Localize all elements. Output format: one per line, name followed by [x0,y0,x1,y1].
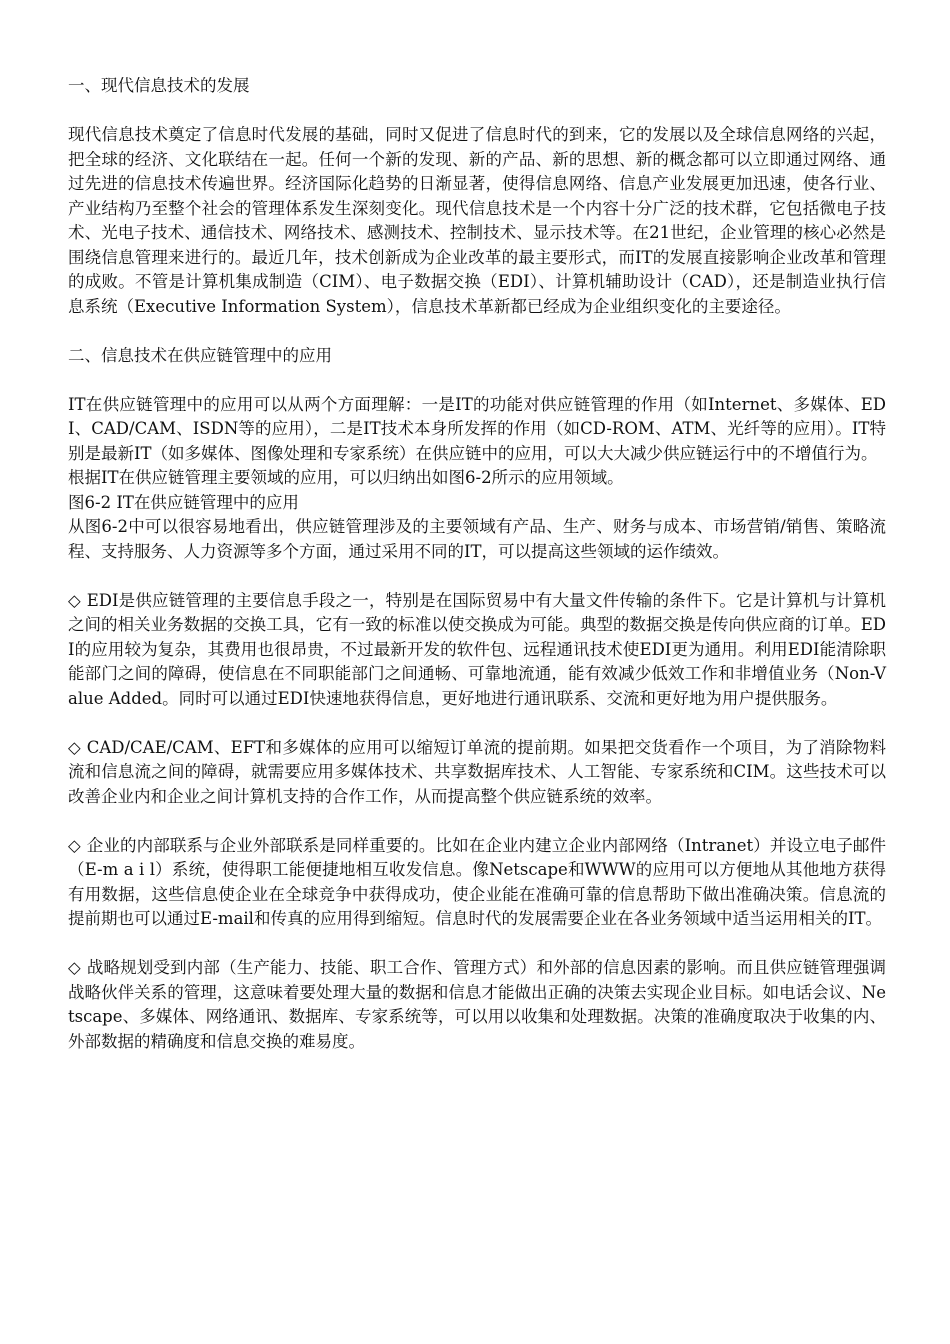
section-1-heading: 一、现代信息技术的发展 [68,76,250,95]
bullet-item-cad [68,736,886,810]
section-1-paragraph: 现代信息技术奠定了信息时代发展的基础，同时又促进了信息时代的到来，它的发展以及全球信息网络的兴起，把全球的经济、文化联结在一起。任何一个新的发现、新的产品、新的思想、新的概念都可以立即通过网络、通过先进的信息技术传遍世界。经济国际化趋势的日渐显著，使得信息网络、信息产业发展更加迅速，使各行业、产业结构乃至整个社会的管理体系发生深刻变化。现代信息技术是一个内容十分广泛的技术群，它包括微电子技术、光电子技术、通信技术、网络技术、感测技术、控制技术、显示技术等。在21世纪，企业管理的核心必然是围绕信息管理来进行的。最近几年，技术创新成为企业改革的最主要形式，而IT的发展直接影响企业改革和管理的成败。不管是计算机集成制造（CIM）、电子数据交换（EDI）、计算机辅助设计（CAD），还是制造业执行信息系统（Executive Information System），信息技术革新都已经成为企业组织变化的主要途径。 [68,125,886,316]
bullet-item-strategy [68,956,886,1054]
section-2-summary: 从图6-2中可以很容易地看出，供应链管理涉及的主要领域有产品、生产、财务与成本、市场营销/销售、策略流程、支持服务、人力资源等多个方面，通过采用不同的IT，可以提高这些领域的运作绩效。 [68,517,886,561]
document-page [68,74,886,1079]
bullet-text: EDI是供应链管理的主要信息手段之一，特别是在国际贸易中有大量文件传输的条件下。它是计算机与计算机之间的相关业务数据的交换工具，它有一致的标准以使交换成为可能。典型的数据交换是传向供应商的订单。EDI的应用较为复杂，其费用也很昂贵，不过最新开发的软件包、远程通讯技术使EDI更为通用。利用EDI能清除职能部门之间的障碍，使信息在不同职能部门之间通畅、可靠地流通，能有效减少低效工作和非增值业务（Non-Value Added。同时可以通过EDI快速地获得信息，更好地进行通讯联系、交流和更好地为用户提供服务。 [68,590,886,708]
section-2-body [68,393,886,565]
bullet-text: 企业的内部联系与企业外部联系是同样重要的。比如在企业内建立企业内部网络（Intranet）并设立电子邮件（E-m a i l）系统，使得职工能便捷地相互收发信息。像Netscape和WWW的应用可以方便地从其他地方获得有用数据，这些信息使企业在全球竞争中获得成功，使企业能在准确可靠的信息帮助下做出准确决策。信息流的提前期也可以通过E-mail和传真的应用得到缩短。信息时代的发展需要企业在各业务领域中适当运用相关的IT。 [68,835,886,928]
bullet-item-edi [68,589,886,712]
bullet-item-communication [68,834,886,932]
diamond-bullet-icon: ◇ [68,737,81,757]
section-2-line: 根据IT在供应链管理主要领域的应用，可以归纳出如图6-2所示的应用领域。 [68,468,624,487]
section-2-intro: IT在供应链管理中的应用可以从两个方面理解：一是IT的功能对供应链管理的作用（如Internet、多媒体、EDI、CAD/CAM、ISDN等的应用），二是IT技术本身所发挥的作用（如CD-ROM、ATM、光纤等的应用）。IT特别是最新IT（如多媒体、图像处理和专家系统）在供应链中的应用，可以大大减少供应链运行中的不增值行为。 [68,394,886,463]
diamond-bullet-icon: ◇ [68,590,81,610]
bullet-text: CAD/CAE/CAM、EFT和多媒体的应用可以缩短订单流的提前期。如果把交货看作一个项目，为了消除物料流和信息流之间的障碍，就需要应用多媒体技术、共享数据库技术、人工智能、专家系统和CIM。这些技术可以改善企业内和企业之间计算机支持的合作工作，从而提高整个供应链系统的效率。 [68,737,886,806]
bullet-text: 战略规划受到内部（生产能力、技能、职工合作、管理方式）和外部的信息因素的影响。而且供应链管理强调战略伙伴关系的管理，这意味着要处理大量的数据和信息才能做出正确的决策去实现企业目标。如电话会议、Netscape、多媒体、网络通讯、数据库、专家系统等，可以用以收集和处理数据。决策的准确度取决于收集的内、外部数据的精确度和信息交换的难易度。 [68,958,886,1051]
figure-caption: 图6-2 IT在供应链管理中的应用 [68,492,299,512]
section-2-heading: 二、信息技术在供应链管理中的应用 [68,345,332,365]
diamond-bullet-icon: ◇ [68,835,81,855]
diamond-bullet-icon: ◇ [68,958,81,977]
